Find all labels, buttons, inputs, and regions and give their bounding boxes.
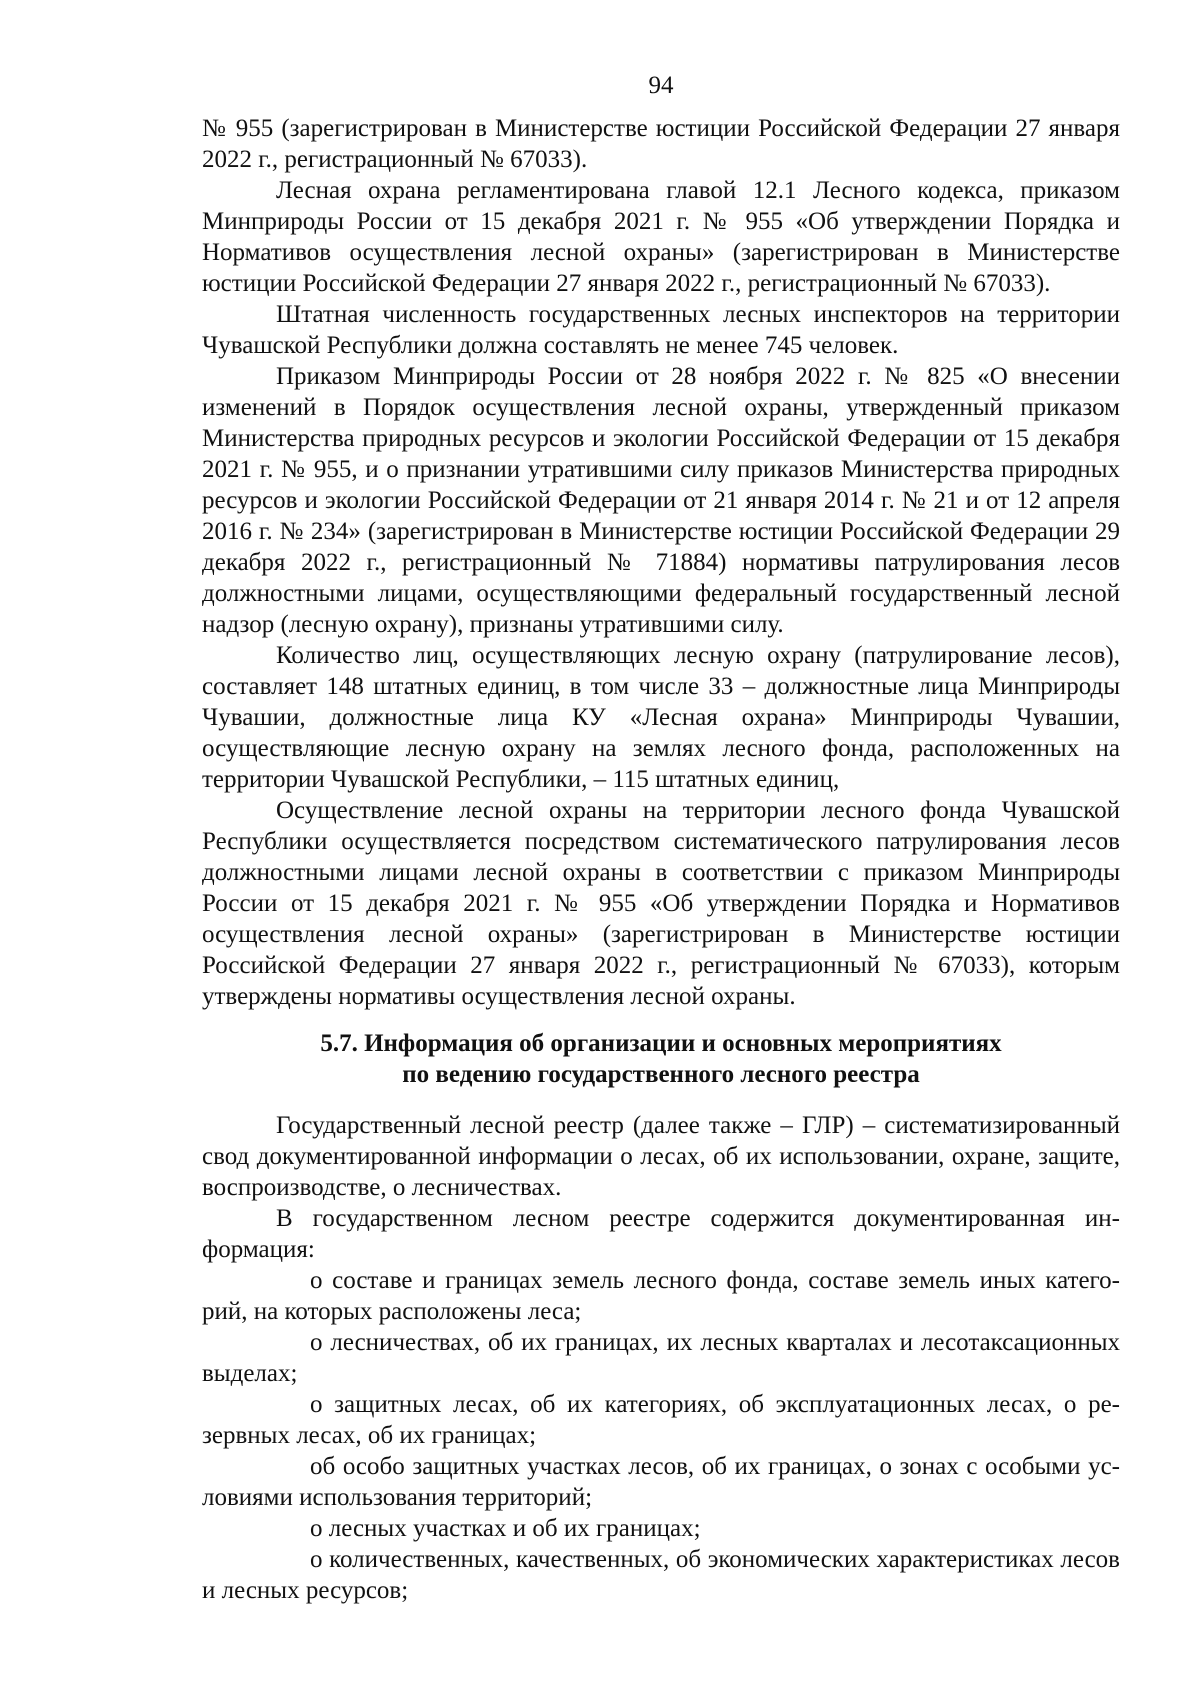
paragraph: Государственный лесной реестр (далее также – ГЛР) – систематизированный свод документированной информации о лесах, об их использовании, охране, защите, воспроизводстве, о лесничествах. [202,1112,1120,1201]
paragraph: Лесная охрана регламентирована главой 12.1 Лесного кодекса, приказом Минприроды России от 15 декабря 2021 г. № 955 «Об утверждении Порядка и Нормативов осуществления лесной охраны» (зарегистрирован в Министерстве юстиции Российской Федерации 27 января 2022 г., регистрационный № 67033). [202,177,1120,297]
paragraph: Приказом Минприроды России от 28 ноября 2022 г. № 825 «О внесении изменений в Порядок осуществления лесной охраны, утвержденный приказом Министерства природных ресурсов и экологии Российской Федерации от 15 декабря 2021 г. № 955, и о признании утратившими силу приказов Министерства природных ресурсов и экологии Российской Федерации от 21 января 2014 г. № 21 и от 12 апреля 2016 г. № 234» (зарегистрирован в Министерстве юстиции Российской Федерации 29 декабря 2022 г., регистрационный № 71884) нормативы патрулирования лесов должностными лицами, осуществляющими федеральный государственный лесной надзор (лесную охрану), признаны утратившими силу. [202,363,1120,638]
paragraph: № 955 (зарегистрирован в Министерстве юстиции Российской Федерации 27 января 2022 г., регистрационный № 67033). [202,115,1120,173]
page-number: 94 [648,72,674,99]
paragraph: Штатная численность государственных лесных инспекторов на территории Чувашской Республики должна составлять не менее 745 человек. [202,301,1120,359]
body-text-bottom [202,1110,1120,1606]
paragraph: Количество лиц, осуществляющих лесную охрану (патрулирование лесов), составляет 148 штатных единиц, в том числе 33 – должностные лица Минприроды Чувашии, должностные лица КУ «Лесная охрана» Минприроды Чувашии, осуществляющие лесную охрану на землях лесного фонда, расположенных на территории Чувашской Республики, – 115 штатных единиц, [202,642,1120,793]
section-heading [202,1028,1120,1090]
section-heading-line: по ведению государственного лесного реестра [402,1061,920,1088]
list-item: о лесных участках и об их границах; [310,1515,701,1542]
paragraph: В государственном лесном реестре содержится документированная информация: [202,1205,1120,1263]
section-heading-line: 5.7. Информация об организации и основных мероприятиях [320,1030,1002,1057]
body-text-top [202,113,1120,1012]
paragraph: Осуществление лесной охраны на территории лесного фонда Чувашской Республики осуществляется посредством систематического патрулирования лесов должностными лицами лесной охраны в соответствии с приказом Минприроды России от 15 декабря 2021 г. № 955 «Об утверждении Порядка и Нормативов осуществления лесной охраны» (зарегистрирован в Министерстве юстиции Российской Федерации 27 января 2022 г., регистрационный № 67033), которым утверждены нормативы осуществления лесной охраны. [202,797,1120,1010]
list-item: о лесничествах, об их границах, их лесных кварталах и лесотаксационных выделах; [202,1329,1120,1387]
list-item: о защитных лесах, об их категориях, об эксплуатационных лесах, о резервных лесах, об их границах; [202,1391,1120,1449]
list-item: о количественных, качественных, об экономических характеристиках лесов и лесных ресурсов; [202,1546,1120,1604]
list-item: о составе и границах земель лесного фонда, составе земель иных категорий, на которых расположены леса; [202,1267,1120,1325]
list-item: об особо защитных участках лесов, об их границах, о зонах с особыми условиями использования территорий; [202,1453,1120,1511]
